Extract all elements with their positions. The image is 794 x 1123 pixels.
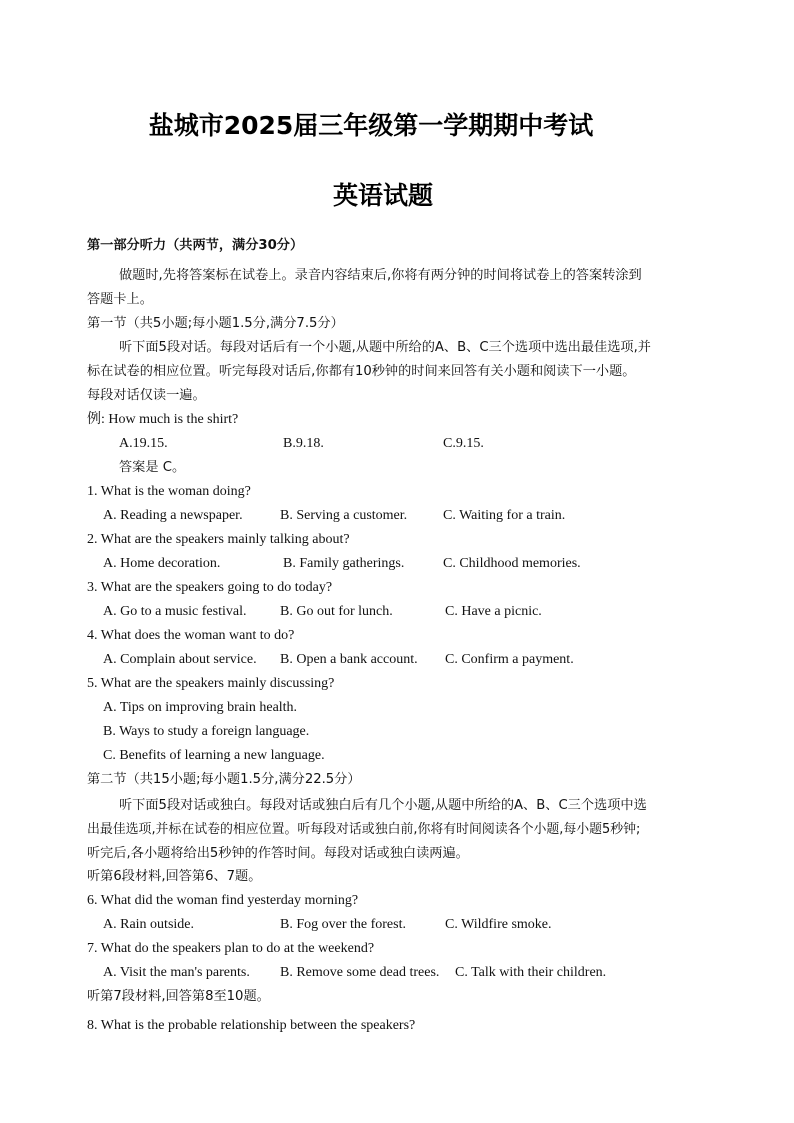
question-2-option-b: B. Family gatherings. — [283, 556, 405, 571]
question-3-option-c: C. Have a picnic. — [445, 604, 542, 619]
question-2-option-c: C. Childhood memories. — [443, 556, 581, 571]
part1-intro-line1: 做题时,先将答案标在试卷上。录音内容结束后,你将有两分钟的时间将试卷上的答案转涂到 — [119, 268, 642, 283]
question-6-option-c: C. Wildfire smoke. — [445, 917, 552, 932]
section2-instr-line2: 出最佳选项,并标在试卷的相应位置。听每段对话或独白前,你将有时间阅读各个小题,每小题5秒钟; — [87, 822, 641, 837]
question-2: 2. What are the speakers mainly talking about? — [87, 532, 350, 547]
exam-subtitle: 英语试题 — [332, 181, 433, 210]
example-option-b: B.9.18. — [283, 436, 324, 451]
question-1-option-c: C. Waiting for a train. — [443, 508, 566, 523]
section2-instr-line3: 听完后,各小题将给出5秒钟的作答时间。每段对话或独白读两遍。 — [87, 846, 469, 861]
question-7-option-c: C. Talk with their children. — [455, 965, 607, 980]
material-6-note: 听第6段材料,回答第6、7题。 — [87, 869, 262, 884]
question-8: 8. What is the probable relationship between the speakers? — [87, 1018, 416, 1033]
example-option-a: A.19.15. — [119, 436, 168, 451]
question-7-option-a: A. Visit the man's parents. — [103, 965, 250, 980]
example-option-c: C.9.15. — [443, 436, 484, 451]
section2-instr-line1: 听下面5段对话或独白。每段对话或独白后有几个小题,从题中所给的A、B、C三个选项中选 — [119, 798, 647, 813]
section1-instr-line3: 每段对话仅读一遍。 — [87, 388, 206, 403]
example-answer: 答案是 C。 — [119, 460, 186, 475]
question-5-option-c: C. Benefits of learning a new language. — [103, 748, 325, 763]
question-3-option-a: A. Go to a music festival. — [103, 604, 247, 619]
question-2-option-a: A. Home decoration. — [103, 556, 221, 571]
question-6-option-a: A. Rain outside. — [103, 917, 194, 932]
question-3-option-b: B. Go out for lunch. — [280, 604, 393, 619]
question-5: 5. What are the speakers mainly discussing? — [87, 676, 335, 691]
part1-intro-line2: 答题卡上。 — [87, 292, 153, 307]
question-4: 4. What does the woman want to do? — [87, 628, 295, 643]
question-1: 1. What is the woman doing? — [87, 484, 251, 499]
question-5-option-b: B. Ways to study a foreign language. — [103, 724, 310, 739]
question-7-option-b: B. Remove some dead trees. — [280, 965, 440, 980]
material-7-note: 听第7段材料,回答第8至10题。 — [87, 989, 270, 1004]
question-4-option-a: A. Complain about service. — [103, 652, 257, 667]
question-1-option-a: A. Reading a newspaper. — [103, 508, 243, 523]
question-3: 3. What are the speakers going to do today? — [87, 580, 333, 595]
question-4-option-b: B. Open a bank account. — [280, 652, 418, 667]
section1-heading: 第一节（共5小题;每小题1.5分,满分7.5分） — [87, 316, 344, 331]
example-question: 例: How much is the shirt? — [87, 412, 239, 427]
question-5-option-a: A. Tips on improving brain health. — [103, 700, 298, 715]
exam-title: 盐城市2025届三年级第一学期期中考试 — [148, 111, 594, 140]
section2-heading: 第二节（共15小题;每小题1.5分,满分22.5分） — [87, 772, 361, 787]
question-6-option-b: B. Fog over the forest. — [280, 917, 406, 932]
part1-heading: 第一部分听力（共两节，满分30分） — [87, 238, 304, 253]
section1-instr-line1: 听下面5段对话。每段对话后有一个小题,从题中所给的A、B、C三个选项中选出最佳选项,并 — [119, 340, 651, 355]
question-7: 7. What do the speakers plan to do at the weekend? — [87, 941, 375, 956]
question-1-option-b: B. Serving a customer. — [280, 508, 408, 523]
question-4-option-c: C. Confirm a payment. — [445, 652, 574, 667]
question-6: 6. What did the woman find yesterday morning? — [87, 893, 359, 908]
section1-instr-line2: 标在试卷的相应位置。听完每段对话后,你都有10秒钟的时间来回答有关小题和阅读下一小题。 — [87, 364, 636, 379]
